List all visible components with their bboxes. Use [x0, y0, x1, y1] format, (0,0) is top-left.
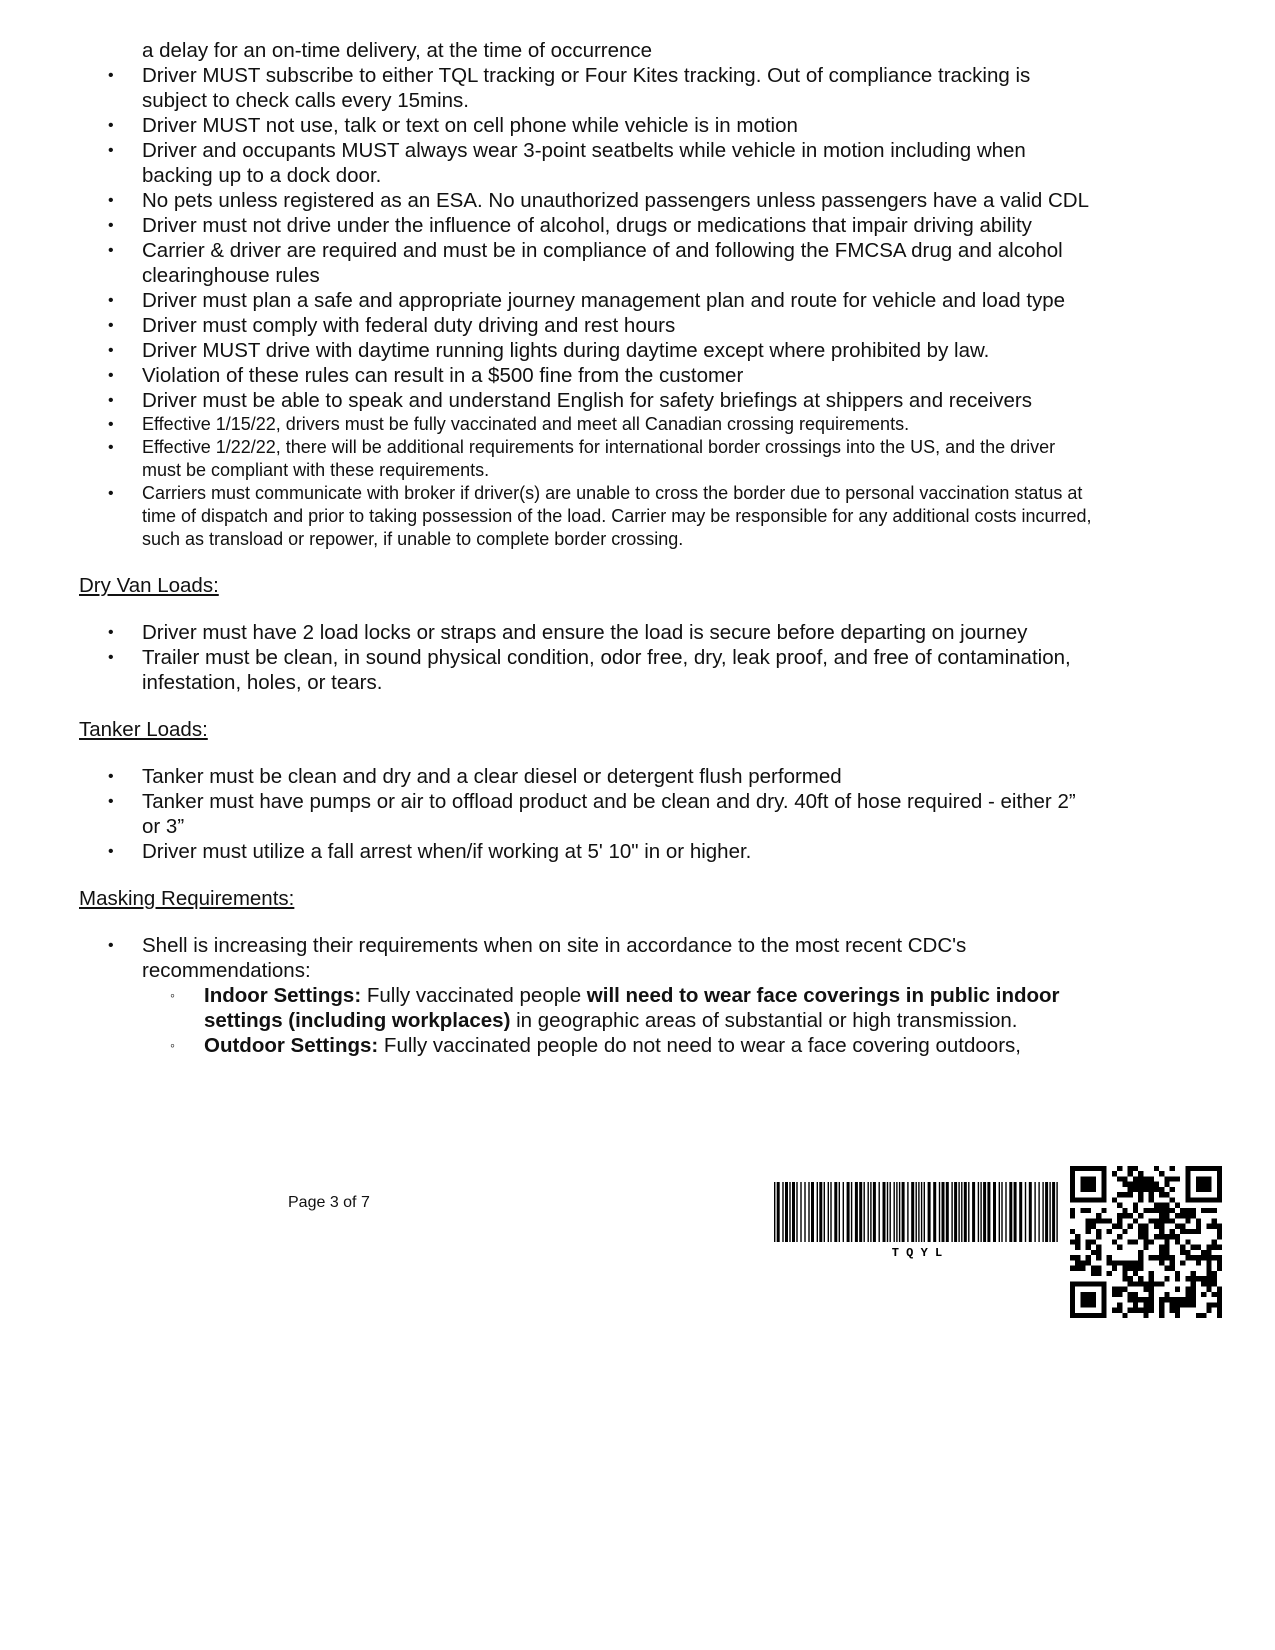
masking-list [142, 933, 1092, 1058]
page-content [79, 38, 1092, 1058]
list-item: • Tanker must be clean and dry and a clear diesel or detergent flush performed [142, 764, 1092, 789]
indoor-text-1: Fully vaccinated people [361, 984, 587, 1007]
list-item: • No pets unless registered as an ESA. No unauthorized passengers unless passengers have a valid CDL [142, 188, 1092, 213]
outdoor-settings-item [204, 1033, 1092, 1058]
intro-line: a delay for an on-time delivery, at the time of occurrence [142, 39, 653, 62]
list-item: • Driver must not drive under the influence of alcohol, drugs or medications that impair driving ability [142, 213, 1092, 238]
list-item: • Carrier & driver are required and must be in compliance of and following the FMCSA drug and alcohol clearinghouse rules [142, 238, 1092, 288]
barcode-bars [774, 1182, 1058, 1242]
qr-code [1070, 1166, 1222, 1318]
border-rules-list [142, 413, 1092, 551]
masking-sub-list [204, 983, 1092, 1058]
dry-van-heading: Dry Van Loads: [79, 574, 219, 597]
dry-van-list [142, 620, 1092, 695]
list-item: • Driver MUST drive with daytime running lights during daytime except where prohibited by law. [142, 338, 1092, 363]
tanker-list [142, 764, 1092, 864]
indoor-settings-item [204, 983, 1092, 1033]
outdoor-label: Outdoor Settings: [204, 1034, 379, 1057]
list-item: • Driver must be able to speak and understand English for safety briefings at shippers and receivers [142, 388, 1092, 413]
list-item: • Effective 1/22/22, there will be additional requirements for international border crossings into the US, and the driver must be compliant with these requirements. [142, 436, 1092, 482]
list-item: • Driver must comply with federal duty driving and rest hours [142, 313, 1092, 338]
outdoor-text: Fully vaccinated people do not need to wear a face covering outdoors, [378, 1034, 1021, 1057]
list-item: • Effective 1/15/22, drivers must be fully vaccinated and meet all Canadian crossing requirements. [142, 413, 1092, 436]
list-item: • Driver MUST not use, talk or text on cell phone while vehicle is in motion [142, 113, 1092, 138]
list-item: • Driver must plan a safe and appropriate journey management plan and route for vehicle and load type [142, 288, 1092, 313]
qr-modules [1070, 1166, 1222, 1318]
list-item: • Carriers must communicate with broker if driver(s) are unable to cross the border due to personal vaccination status at time of dispatch and prior to taking possession of the load. Carrier may be responsible for any additional costs incurred, such as transload or repower, if unable to complete border crossing. [142, 482, 1092, 551]
masking-intro: Shell is increasing their requirements when on site in accordance to the most recent CDC's recommendations: [142, 934, 967, 982]
tanker-heading: Tanker Loads: [79, 718, 208, 741]
list-item: • Driver MUST subscribe to either TQL tracking or Four Kites tracking. Out of compliance tracking is subject to check calls every 15mins. [142, 63, 1092, 113]
barcode [772, 1180, 1062, 1260]
list-item: • Driver and occupants MUST always wear 3-point seatbelts while vehicle in motion including when backing up to a dock door. [142, 138, 1092, 188]
list-item: • Trailer must be clean, in sound physical condition, odor free, dry, leak proof, and free of contamination, infestation, holes, or tears. [142, 645, 1092, 695]
barcode-text: T Q Y L [891, 1246, 943, 1260]
indoor-text-2: in geographic areas of substantial or high transmission. [510, 1009, 1018, 1032]
list-item: • Driver must utilize a fall arrest when/if working at 5' 10" in or higher. [142, 839, 1092, 864]
list-item: • Violation of these rules can result in a $500 fine from the customer [142, 363, 1092, 388]
general-rules-list [142, 63, 1092, 413]
indoor-label: Indoor Settings: [204, 984, 362, 1007]
masking-heading: Masking Requirements: [79, 887, 295, 910]
indoor-bold-text: will need to wear face coverings in public indoor settings (including workplaces) [204, 984, 1060, 1032]
list-item: • Driver must have 2 load locks or straps and ensure the load is secure before departing on journey [142, 620, 1092, 645]
list-item: • Tanker must have pumps or air to offload product and be clean and dry. 40ft of hose required - either 2” or 3” [142, 789, 1092, 839]
list-item [142, 933, 1092, 1058]
page-number: Page 3 of 7 [288, 1194, 370, 1211]
